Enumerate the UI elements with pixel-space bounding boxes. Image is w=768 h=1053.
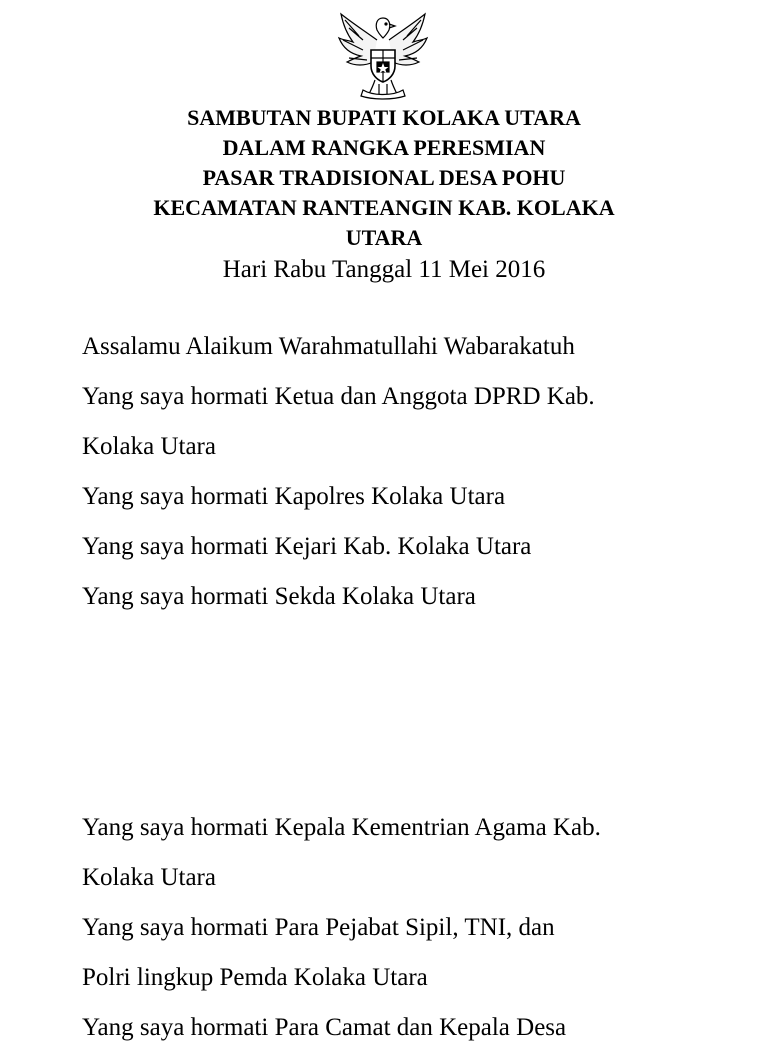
event-date: Hari Rabu Tanggal 11 Mei 2016 bbox=[222, 256, 546, 283]
garuda-emblem-icon bbox=[333, 10, 433, 100]
body-line: Yang saya hormati Kapolres Kolaka Utara bbox=[82, 483, 506, 510]
title-line-2: DALAM RANGKA PERESMIAN bbox=[222, 135, 546, 160]
document-heading bbox=[84, 103, 684, 287]
body-line: Yang saya hormati Para Camat dan Kepala Desa bbox=[82, 1014, 567, 1041]
body-line: Yang saya hormati Para Pejabat Sipil, TNI, dan bbox=[82, 914, 555, 941]
title-line-4: KECAMATAN RANTEANGIN KAB. KOLAKA bbox=[153, 195, 615, 220]
title-line-3: PASAR TRADISIONAL DESA POHU bbox=[202, 165, 566, 190]
salutation-block-2 bbox=[82, 803, 722, 1053]
body-line: Yang saya hormati Sekda Kolaka Utara bbox=[82, 583, 476, 610]
body-line: Assalamu Alaikum Warahmatullahi Wabarakatuh bbox=[82, 333, 575, 360]
body-line: Kolaka Utara bbox=[82, 864, 216, 891]
title-line-1: SAMBUTAN BUPATI KOLAKA UTARA bbox=[187, 105, 581, 130]
body-line: Yang saya hormati Kejari Kab. Kolaka Utara bbox=[82, 533, 532, 560]
body-line: Yang saya hormati Ketua dan Anggota DPRD Kab. bbox=[82, 383, 595, 410]
salutation-block-1 bbox=[82, 322, 722, 622]
body-line: Yang saya hormati Kepala Kementrian Agama Kab. bbox=[82, 814, 601, 841]
body-line: Kolaka Utara bbox=[82, 433, 216, 460]
body-line: Polri lingkup Pemda Kolaka Utara bbox=[82, 964, 428, 991]
title-line-5: UTARA bbox=[345, 225, 423, 250]
